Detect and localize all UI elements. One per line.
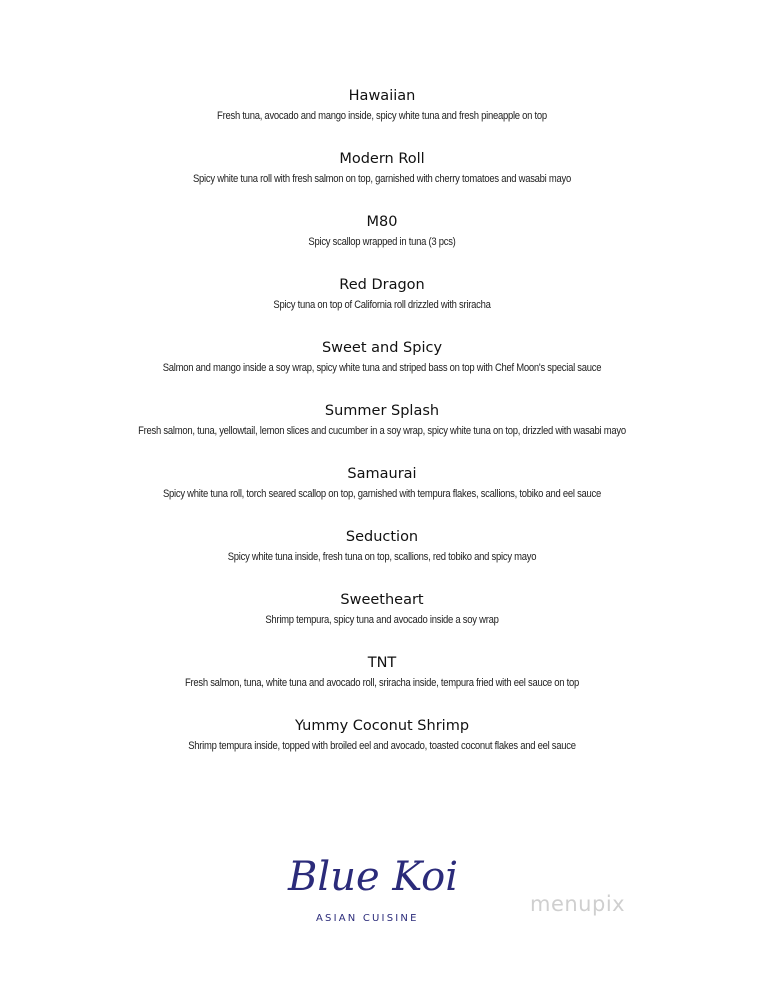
- menu-item-description: Spicy white tuna roll with fresh salmon on top, garnished with cherry tomatoes and wasabi mayo: [192, 173, 571, 185]
- menu-item: [0, 527, 764, 590]
- menu-item: [0, 149, 764, 212]
- menu-item: [0, 464, 764, 527]
- menu-item: [0, 275, 764, 338]
- logo-subtitle: ASIAN CUISINE: [316, 913, 419, 924]
- menu-item: [0, 212, 764, 275]
- menu-item-description: Fresh salmon, tuna, yellowtail, lemon slices and cucumber in a soy wrap, spicy white tuna on top, drizzled with wasabi mayo: [138, 425, 626, 437]
- menu-item-description: Salmon and mango inside a soy wrap, spicy white tuna and striped bass on top with Chef Moon's special sauce: [162, 362, 602, 374]
- menu-item-description: Shrimp tempura inside, topped with broiled eel and avocado, toasted coconut flakes and eel sauce: [188, 740, 576, 752]
- menu-item-description: Spicy tuna on top of California roll drizzled with sriracha: [273, 299, 491, 311]
- menu-item: [0, 338, 764, 401]
- menu-item-name: Sweet and Spicy: [321, 340, 443, 356]
- logo-brand-text: Blue Koi: [288, 854, 459, 900]
- blue-koi-logo: [280, 848, 480, 928]
- menu-item: [0, 86, 764, 149]
- menu-item-description: Fresh tuna, avocado and mango inside, spicy white tuna and fresh pineapple on top: [217, 110, 547, 122]
- menu-item-name: Yummy Coconut Shrimp: [294, 718, 470, 734]
- menu-item: [0, 590, 764, 653]
- menu-list: [0, 86, 764, 779]
- menu-item-name: Red Dragon: [339, 277, 425, 293]
- menu-item-name: TNT: [367, 655, 397, 671]
- menu-item-name: Seduction: [345, 529, 419, 545]
- menu-item: [0, 653, 764, 716]
- blue-koi-script-logo: [280, 848, 480, 908]
- menu-item: [0, 401, 764, 464]
- menu-item-description: Fresh salmon, tuna, white tuna and avocado roll, sriracha inside, tempura fried with eel sauce on top: [184, 677, 580, 689]
- menu-item-description: Shrimp tempura, spicy tuna and avocado inside a soy wrap: [265, 614, 499, 626]
- menu-item-name: Summer Splash: [324, 403, 440, 419]
- menu-item-name: Hawaiian: [348, 88, 416, 104]
- menu-item-name: M80: [366, 214, 398, 230]
- menu-item-name: Samaurai: [347, 466, 417, 482]
- menu-item-description: Spicy scallop wrapped in tuna (3 pcs): [308, 236, 456, 248]
- menu-item-description: Spicy white tuna roll, torch seared scallop on top, garnished with tempura flakes, scallions, tobiko and eel sauce: [162, 488, 602, 500]
- menupix-watermark: menupix: [530, 892, 626, 916]
- menu-item: [0, 716, 764, 779]
- menu-item-name: Sweetheart: [340, 592, 424, 608]
- menu-item-description: Spicy white tuna inside, fresh tuna on top, scallions, red tobiko and spicy mayo: [227, 551, 537, 563]
- menu-item-name: Modern Roll: [339, 151, 425, 167]
